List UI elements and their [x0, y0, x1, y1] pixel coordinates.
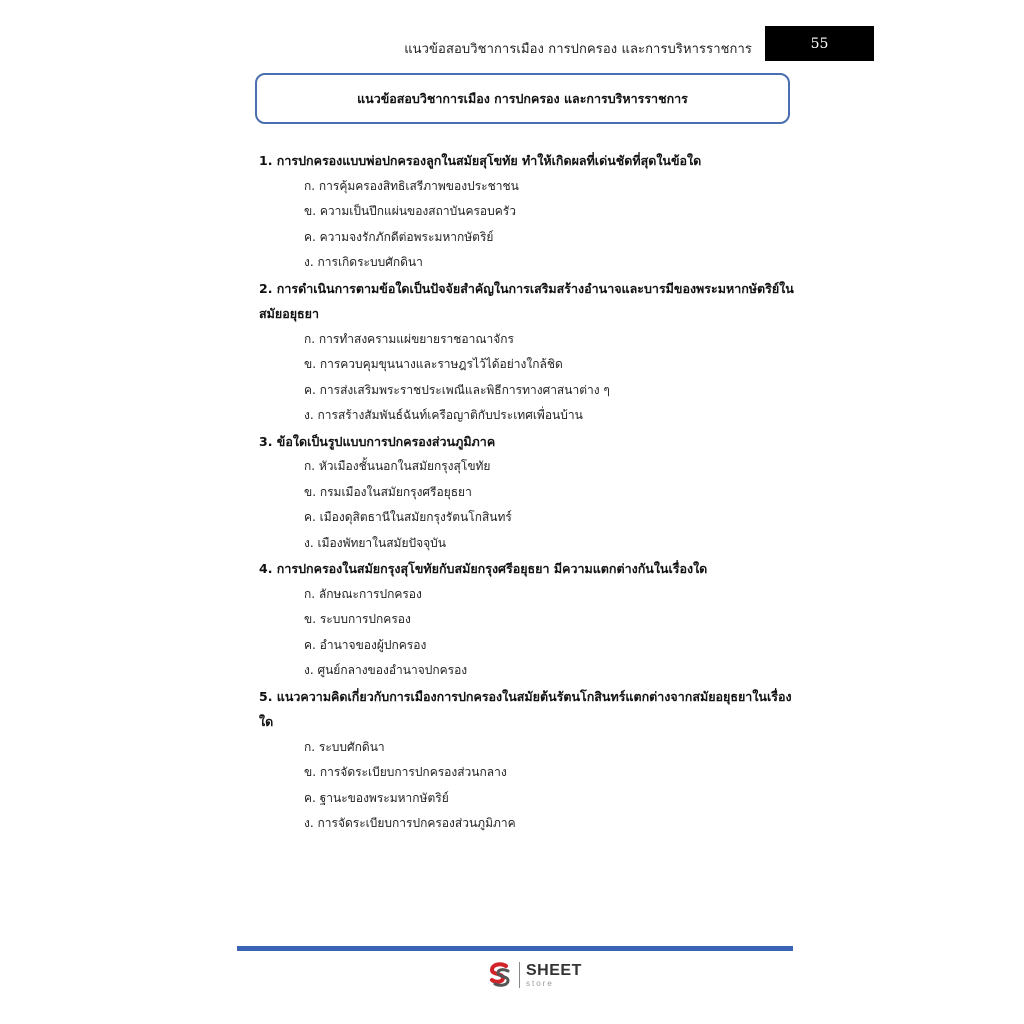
page-number-box — [765, 26, 874, 61]
question-text: 4. การปกครองในสมัยกรุงสุโขทัยกับสมัยกรุงศรีอยุธยา มีความแตกต่างกันในเรื่องใด — [259, 561, 708, 576]
choice-item: ค. อำนาจของผู้ปกครอง — [304, 637, 427, 652]
choice-item: ง. การสร้างสัมพันธ์ฉันท์เครือญาติกับประเทศเพื่อนบ้าน — [304, 408, 583, 422]
logo-text — [526, 963, 582, 988]
choice-item: ง. การจัดระเบียบการปกครองส่วนภูมิภาค — [304, 816, 516, 830]
choice-item: ง. ศูนย์กลางของอำนาจปกครอง — [304, 663, 468, 677]
choice-item: ข. ระบบการปกครอง — [304, 612, 411, 626]
choice-item: ค. เมืองดุสิตธานีในสมัยกรุงรัตนโกสินทร์ — [304, 510, 512, 524]
question-text: 1. การปกครองแบบพ่อปกครองลูกในสมัยสุโขทัย ทำให้เกิดผลที่เด่นชัดที่สุดในข้อใด — [259, 153, 702, 168]
footer-logo — [487, 960, 582, 990]
choice-item: ง. การเกิดระบบศักดินา — [304, 255, 423, 269]
choice-item: ค. การส่งเสริมพระราชประเพณีและพิธีการทางศาสนาต่าง ๆ — [304, 382, 610, 397]
question-list — [259, 148, 799, 837]
question-text: 5. แนวความคิดเกี่ยวกับการเมืองการปกครองในสมัยต้นรัตนโกสินทร์แตกต่างจากสมัยอยุธยาในเรื่องใด — [259, 688, 792, 729]
question-text: 2. การดำเนินการตามข้อใดเป็นปัจจัยสำคัญในการเสริมสร้างอำนาจและบารมีของพระมหากษัตริย์ในสมัยอยุธยา — [259, 280, 794, 321]
section-title: แนวข้อสอบวิชาการเมือง การปกครอง และการบริหารราชการ — [357, 90, 688, 106]
logo-brand: SHEET — [526, 961, 582, 979]
choice-item: ข. ความเป็นปึกแผ่นของสถาบันครอบครัว — [304, 204, 516, 218]
choice-item: ข. การจัดระเบียบการปกครองส่วนกลาง — [304, 765, 507, 779]
choice-item: ค. ความจงรักภักดีต่อพระมหากษัตริย์ — [304, 229, 494, 244]
choice-item: ง. เมืองพัทยาในสมัยปัจจุบัน — [304, 535, 446, 550]
sheet-store-logo-icon — [487, 962, 513, 988]
page-number: 55 — [810, 35, 829, 52]
choice-item: ข. การควบคุมขุนนางและราษฎรไว้ได้อย่างใกล้ชิด — [304, 357, 563, 371]
logo-divider — [519, 962, 520, 988]
choice-item: ก. การคุ้มครองสิทธิเสรีภาพของประชาชน — [304, 178, 519, 193]
question-item — [259, 276, 799, 429]
footer-rule — [237, 946, 793, 951]
choice-item: ก. ลักษณะการปกครอง — [304, 586, 422, 601]
running-title: แนวข้อสอบวิชาการเมือง การปกครอง และการบริหารราชการ — [404, 42, 752, 57]
logo-sub: store — [526, 978, 554, 988]
question-text: 3. ข้อใดเป็นรูปแบบการปกครองส่วนภูมิภาค — [259, 433, 496, 449]
question-item — [259, 148, 799, 276]
choice-item: ค. ฐานะของพระมหากษัตริย์ — [304, 790, 449, 805]
choice-item: ก. การทำสงครามแผ่ขยายราชอาณาจักร — [304, 331, 514, 346]
question-item — [259, 556, 799, 684]
choice-item: ก. ระบบศักดินา — [304, 739, 385, 754]
choice-item: ก. หัวเมืองชั้นนอกในสมัยกรุงสุโขทัย — [304, 459, 491, 473]
section-title-box — [255, 73, 790, 124]
question-item — [259, 429, 799, 557]
question-item — [259, 684, 799, 837]
choice-item: ข. กรมเมืองในสมัยกรุงศรีอยุธยา — [304, 484, 472, 499]
